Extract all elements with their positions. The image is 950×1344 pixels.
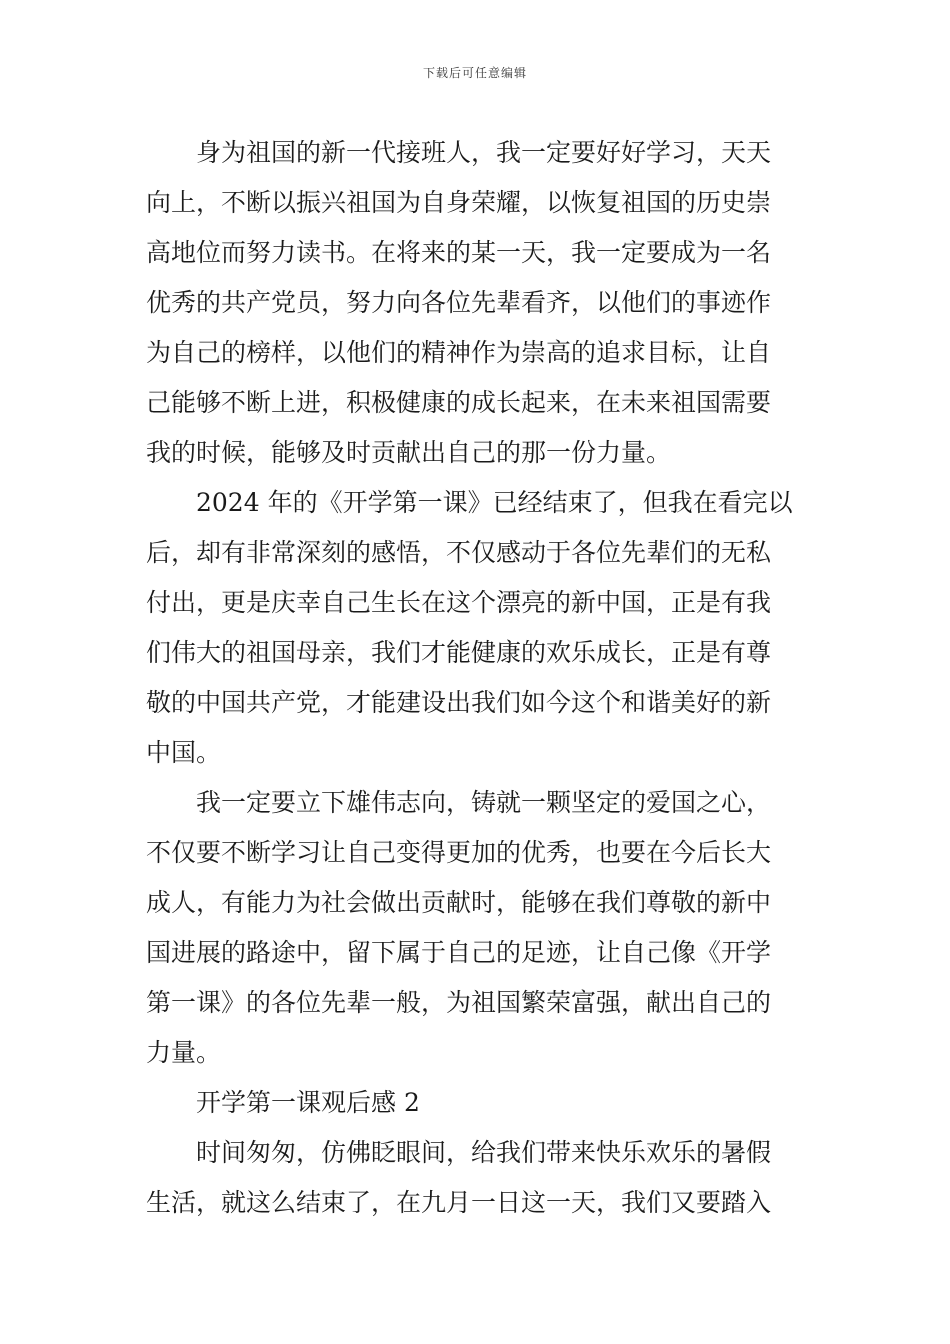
paragraph-line: 我的时候，能够及时贡献出自己的那一份力量。 bbox=[146, 438, 672, 467]
paragraph-line: 不仅要不断学习让自己变得更加的优秀，也要在今后长大 bbox=[146, 838, 772, 867]
paragraph-line: 我一定要立下雄伟志向，铸就一颗坚定的爱国之心， bbox=[196, 788, 772, 817]
paragraph-line: 付出，更是庆幸自己生长在这个漂亮的新中国，正是有我 bbox=[146, 588, 772, 617]
paragraph-line: 优秀的共产党员，努力向各位先辈看齐，以他们的事迹作 bbox=[146, 288, 772, 317]
paragraph-line: 2024 年的《开学第一课》已经结束了，但我在看完以 bbox=[196, 488, 793, 517]
header-note: 下载后可任意编辑 bbox=[422, 66, 527, 80]
paragraph-line: 后，却有非常深刻的感悟，不仅感动于各位先辈们的无私 bbox=[146, 538, 772, 567]
paragraph-line: 第一课》的各位先辈一般，为祖国繁荣富强，献出自己的 bbox=[146, 988, 772, 1017]
paragraph-1 bbox=[146, 128, 808, 478]
paragraph-line: 敬的中国共产党，才能建设出我们如今这个和谐美好的新 bbox=[146, 688, 772, 717]
paragraph-line: 时间匆匆，仿佛眨眼间，给我们带来快乐欢乐的暑假 bbox=[196, 1138, 772, 1167]
paragraph-3 bbox=[146, 778, 808, 1078]
paragraph-line: 国进展的路途中，留下属于自己的足迹，让自己像《开学 bbox=[146, 938, 772, 967]
document-body bbox=[146, 128, 808, 1228]
section-heading: 开学第一课观后感 2 bbox=[196, 1088, 420, 1117]
paragraph-line: 生活，就这么结束了，在九月一日这一天，我们又要踏入 bbox=[146, 1188, 772, 1217]
paragraph-line: 中国。 bbox=[146, 738, 222, 767]
paragraph-line: 己能够不断上进，积极健康的成长起来，在未来祖国需要 bbox=[146, 388, 772, 417]
paragraph-2 bbox=[146, 478, 808, 778]
paragraph-line: 身为祖国的新一代接班人，我一定要好好学习，天天 bbox=[196, 138, 772, 167]
paragraph-line: 为自己的榜样，以他们的精神作为崇高的追求目标，让自 bbox=[146, 338, 772, 367]
paragraph-line: 向上，不断以振兴祖国为自身荣耀，以恢复祖国的历史崇 bbox=[146, 188, 772, 217]
paragraph-line: 们伟大的祖国母亲，我们才能健康的欢乐成长，正是有尊 bbox=[146, 638, 772, 667]
paragraph-line: 力量。 bbox=[146, 1038, 222, 1067]
paragraph-4 bbox=[146, 1128, 808, 1228]
paragraph-line: 成人，有能力为社会做出贡献时，能够在我们尊敬的新中 bbox=[146, 888, 772, 917]
paragraph-line: 高地位而努力读书。在将来的某一天，我一定要成为一名 bbox=[146, 238, 772, 267]
